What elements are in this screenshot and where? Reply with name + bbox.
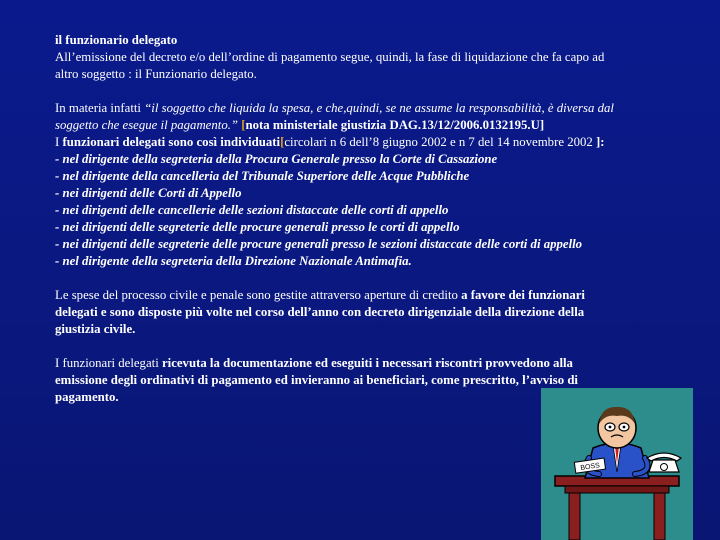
list-item: - nei dirigenti delle Corti di Appello bbox=[55, 186, 242, 200]
para2-quote-a: “il soggetto che liquida la spesa, e che,quindi, se ne assume la responsabilità, è diversa dal bbox=[144, 101, 614, 115]
para4-line2: emissione degli ordinativi di pagamento ed invieranno ai beneficiari, come prescritto, l’avviso di bbox=[55, 373, 578, 387]
desk-edge bbox=[565, 486, 669, 493]
delegates-identified: funzionari delegati sono così individuati bbox=[62, 135, 281, 149]
list-item: - nei dirigenti delle cancellerie delle sezioni distaccate delle corti di appello bbox=[55, 203, 449, 217]
desk-leg-right bbox=[654, 493, 665, 540]
para2-line3 bbox=[55, 134, 675, 151]
list-item: - nel dirigente della cancelleria del Tribunale Superiore delle Acque Pubbliche bbox=[55, 169, 470, 183]
eye-left bbox=[609, 426, 612, 429]
boss-at-desk-clipart bbox=[541, 388, 693, 540]
para3-intro: Le spese del processo civile e penale sono gestite attraverso aperture di credito bbox=[55, 288, 462, 302]
bracket-open-1: [ bbox=[241, 118, 246, 132]
para2-line2 bbox=[55, 117, 675, 134]
para3-line1 bbox=[55, 287, 675, 304]
list-item: - nel dirigente della segreteria della Procura Generale presso la Corte di Cassazione bbox=[55, 152, 498, 166]
para1-line1: All’emissione del decreto e/o dell’ordine di pagamento segue, quindi, la fase di liquidazione che fa capo ad bbox=[55, 50, 605, 64]
para2-intro: In materia infatti bbox=[55, 101, 145, 115]
ministerial-note: nota ministeriale giustizia DAG.13/12/2006.0132195.U] bbox=[245, 118, 545, 132]
slide-text bbox=[55, 32, 675, 406]
eye-right bbox=[623, 426, 626, 429]
boss-label: BOSS bbox=[580, 462, 601, 472]
para3-bold: a favore dei funzionari bbox=[461, 288, 585, 302]
list-item: - nei dirigenti delle segreterie delle procure generali presso le corti di appello bbox=[55, 220, 460, 234]
para2-line3-prefix: I bbox=[55, 135, 63, 149]
para3-line3: giustizia civile. bbox=[55, 322, 136, 336]
slide-heading: il funzionario delegato bbox=[55, 33, 178, 47]
para3-line2: delegati e sono disposte più volte nel corso dell’anno con decreto dirigenziale della direzione della bbox=[55, 305, 585, 319]
para2-quote-b: soggetto che esegue il pagamento.” bbox=[55, 118, 239, 132]
boss-illustration bbox=[541, 388, 693, 540]
para4-line3: pagamento. bbox=[55, 390, 119, 404]
bracket-open-2: [ bbox=[280, 135, 285, 149]
list-item: - nei dirigenti delle segreterie delle procure generali presso le sezioni distaccate delle corti di appello bbox=[55, 237, 583, 251]
para4-line1 bbox=[55, 355, 675, 372]
bracket-close: ]: bbox=[596, 135, 605, 149]
para4-intro: I funzionari delegati bbox=[55, 356, 162, 370]
list-item: - nel dirigente della segreteria della Direzione Nazionale Antimafia. bbox=[55, 254, 412, 268]
para1-line2: altro soggetto : il Funzionario delegato. bbox=[55, 67, 257, 81]
circulars-ref: circolari n 6 dell’8 giugno 2002 e n 7 del 14 novembre 2002 bbox=[284, 135, 597, 149]
telephone-icon bbox=[647, 453, 681, 472]
para4-bold: ricevuta la documentazione ed eseguiti i necessari riscontri provvedono alla bbox=[161, 356, 573, 370]
desk-leg-left bbox=[569, 493, 580, 540]
para2-line1 bbox=[55, 100, 675, 117]
